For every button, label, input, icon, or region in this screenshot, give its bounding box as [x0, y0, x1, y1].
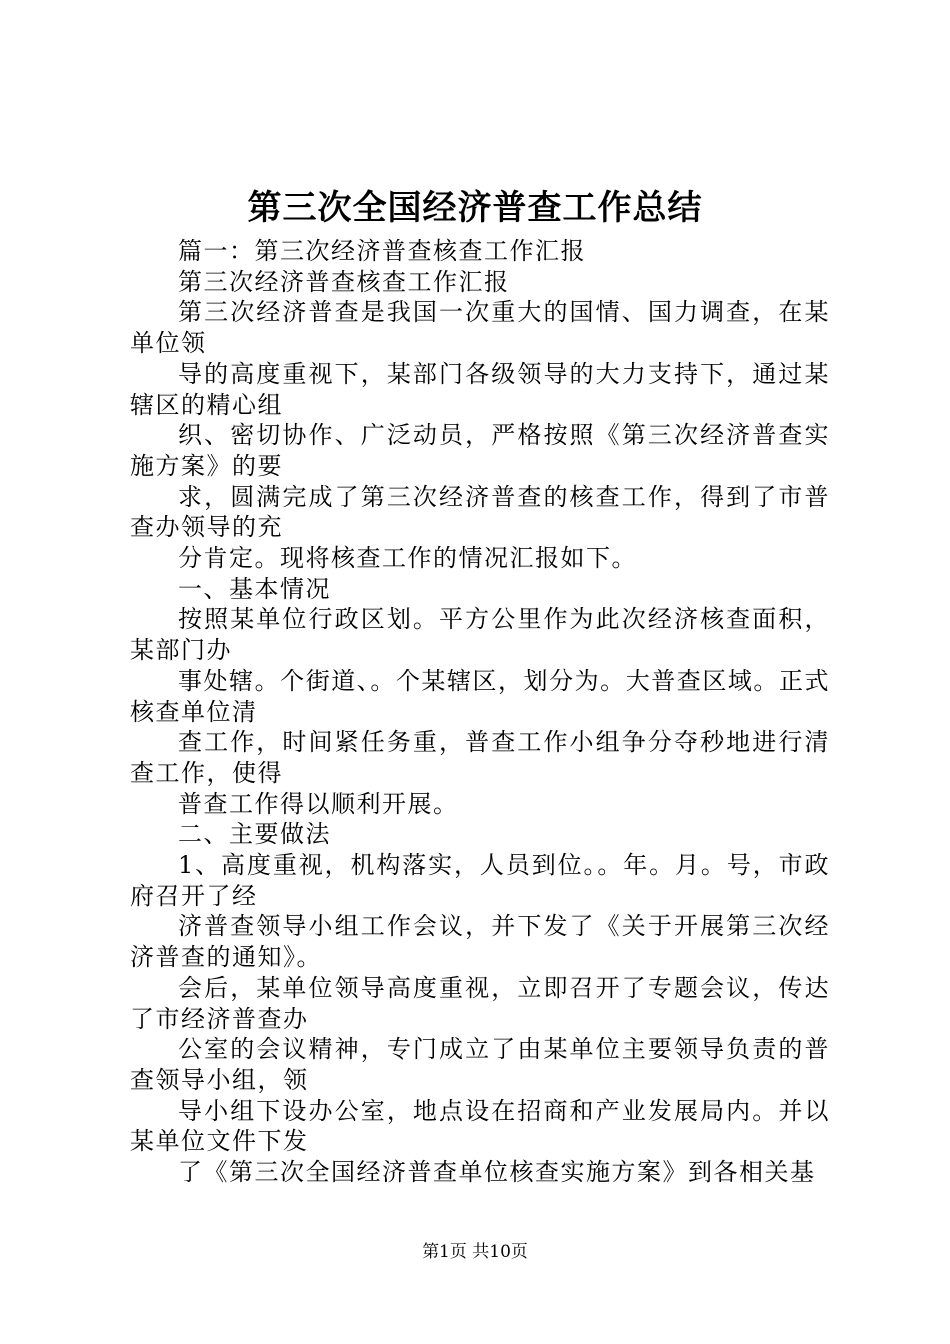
- paragraph-section-heading: 篇一：第三次经济普查核查工作汇报: [178, 237, 586, 265]
- paragraph: 织、密切协作、广泛动员，严格按照《第三次经济普查实施方案》的要: [130, 421, 830, 480]
- paragraph: 会后，某单位领导高度重视，立即召开了专题会议，传达了市经济普查办: [130, 973, 830, 1033]
- paragraph: 1、高度重视，机构落实，人员到位。。年。月。号，市政府召开了经: [130, 851, 830, 910]
- paragraph-report-title: 第三次经济普查核查工作汇报: [178, 267, 510, 296]
- paragraph: 了《第三次全国经济普查单位核查实施方案》到各相关基: [178, 1158, 816, 1187]
- paragraph: 按照某单位行政区划。平方公里作为此次经济核查面积，某部门办: [130, 605, 830, 665]
- paragraph-subheading-basic: 一、基本情况: [178, 574, 331, 603]
- paragraph: 分肯定。现将核查工作的情况汇报如下。: [178, 544, 637, 573]
- document-title: 第三次全国经济普查工作总结: [247, 188, 703, 228]
- paragraph: 求，圆满完成了第三次经济普查的核查工作，得到了市普查办领导的充: [130, 482, 830, 542]
- document-body: [130, 236, 830, 1188]
- paragraph: 导的高度重视下，某部门各级领导的大力支持下，通过某辖区的精心组: [130, 359, 830, 419]
- paragraph: 事处辖。个街道、。个某辖区，划分为。大普查区域。正式核查单位清: [130, 666, 830, 726]
- paragraph: 导小组下设办公室，地点设在招商和产业发展局内。并以某单位文件下发: [130, 1096, 830, 1156]
- paragraph: 查工作，时间紧任务重，普查工作小组争分夺秒地进行清查工作，使得: [130, 728, 830, 787]
- paragraph: 第三次经济普查是我国一次重大的国情、国力调查，在某单位领: [130, 298, 830, 358]
- page-number-footer: 第1页 共10页: [422, 1242, 528, 1262]
- paragraph: 普查工作得以顺利开展。: [178, 789, 459, 818]
- paragraph-subheading-methods: 二、主要做法: [178, 820, 331, 849]
- paragraph: 济普查领导小组工作会议，并下发了《关于开展第三次经济普查的通知》。: [130, 912, 830, 972]
- paragraph: 公室的会议精神，专门成立了由某单位主要领导负责的普查领导小组，领: [130, 1035, 830, 1094]
